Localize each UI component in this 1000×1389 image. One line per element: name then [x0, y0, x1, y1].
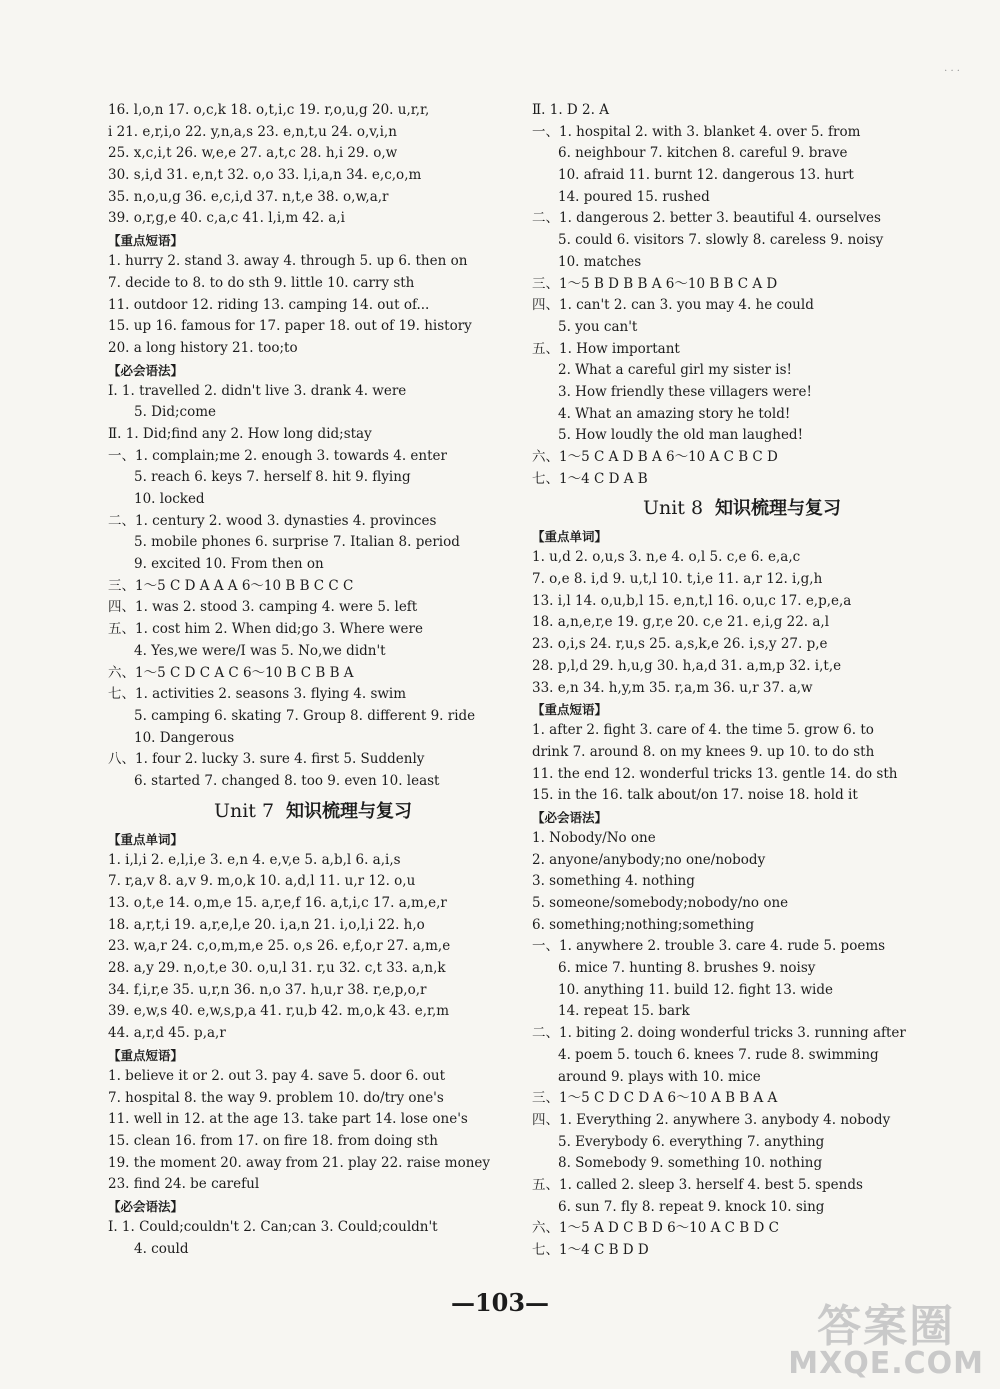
answer-line: 五、1. How important — [532, 340, 680, 357]
watermark-en: MXQE.COM — [788, 1346, 984, 1381]
section-heading: 【必会语法】 — [108, 1198, 184, 1214]
answer-line: 15. clean 16. from 17. on fire 18. from doing sth — [108, 1132, 438, 1149]
answer-line: Ⅰ. 1. Could;couldn't 2. Can;can 3. Could;couldn't — [108, 1218, 438, 1235]
answer-line: Ⅱ. 1. Did;find any 2. How long did;stay — [108, 425, 372, 442]
section-heading: 【必会语法】 — [108, 362, 184, 378]
answer-line: 5. reach 6. keys 7. herself 8. hit 9. flying — [134, 469, 411, 486]
answer-line: 6. started 7. changed 8. too 9. even 10. least — [134, 772, 440, 789]
answer-line: 5. Everybody 6. everything 7. anything — [558, 1133, 825, 1150]
left-unit-title — [108, 793, 518, 829]
answer-line: 三、1～5 C D C D A 6～10 A B B A A — [532, 1090, 778, 1107]
answer-line: around 9. plays with 10. mice — [558, 1068, 761, 1085]
answer-line: 10. matches — [558, 253, 642, 270]
answer-line: 五、1. cost him 2. When did;go 3. Where were — [108, 621, 423, 638]
answer-line: 23. o,i,s 24. r,u,s 25. a,s,k,e 26. i,s,y 27. p,e — [532, 636, 828, 653]
corner-dots: · · · — [944, 66, 960, 77]
unit-label: Unit 8 — [642, 497, 704, 520]
answer-line: 一、1. hospital 2. with 3. blanket 4. over 5. from — [532, 123, 861, 140]
answer-line: 五、1. called 2. sleep 3. herself 4. best 5. spends — [532, 1176, 863, 1193]
answer-line: 25. x,c,i,t 26. w,e,e 27. a,t,c 28. h,i 29. o,w — [108, 145, 398, 162]
answer-line: 1. hurry 2. stand 3. away 4. through 5. up 6. then on — [108, 253, 468, 270]
answer-line: 28. a,y 29. n,o,t,e 30. o,u,l 31. r,u 32. c,t 33. a,n,k — [108, 960, 446, 977]
answer-line: 23. find 24. be careful — [108, 1176, 260, 1193]
answer-line: 35. n,o,u,g 36. e,c,i,d 37. n,t,e 38. o,w,a,r — [108, 188, 389, 205]
answer-line: 39. e,w,s 40. e,w,s,p,a 41. r,u,b 42. m,o,k 43. e,r,m — [108, 1003, 450, 1020]
answer-line: 18. a,r,t,i 19. a,r,e,l,e 20. i,a,n 21. i,o,l,i 22. h,o — [108, 916, 425, 933]
answer-line: 三、1～5 B D B B A 6～10 B B C A D — [532, 275, 778, 292]
answer-line: 一、1. anywhere 2. trouble 3. care 4. rude 5. poems — [532, 938, 886, 955]
answer-line: 7. decide to 8. to do sth 9. little 10. carry sth — [108, 274, 415, 291]
answer-line: 6. mice 7. hunting 8. brushes 9. noisy — [558, 960, 816, 977]
answer-line: 四、1. was 2. stood 3. camping 4. were 5. left — [108, 599, 418, 616]
answer-line: 19. the moment 20. away from 21. play 22. raise money — [108, 1154, 491, 1171]
answer-line: 1. after 2. fight 3. care of 4. the time 5. grow 6. to — [532, 722, 874, 739]
right-column — [532, 100, 952, 1262]
answer-line: 4. What an amazing story he told! — [558, 405, 791, 422]
answer-line: 15. up 16. famous for 17. paper 18. out of 19. history — [108, 318, 472, 335]
answer-line: 6. neighbour 7. kitchen 8. careful 9. brave — [558, 145, 848, 162]
answer-line: 5. mobile phones 6. surprise 7. Italian 8. period — [134, 534, 460, 551]
answer-line: 34. f,i,r,e 35. u,r,n 36. n,o 37. h,u,r 38. r,e,p,o,r — [108, 981, 427, 998]
answer-line: 六、1～5 A D C B D 6～10 A C B D C — [532, 1220, 779, 1237]
answer-line: Ⅰ. 1. travelled 2. didn't live 3. drank 4. were — [108, 382, 407, 399]
answer-line: 6. something;nothing;something — [532, 916, 755, 933]
answer-line: 四、1. Everything 2. anywhere 3. anybody 4. nobody — [532, 1111, 891, 1128]
answer-line: 4. poem 5. touch 6. knees 7. rude 8. swimming — [558, 1046, 879, 1063]
watermark-cn: 答案圈 — [817, 1301, 956, 1352]
answer-line: 5. camping 6. skating 7. Group 8. different 9. ride — [134, 707, 476, 724]
answer-line: 20. a long history 21. too;to — [108, 339, 298, 356]
section-heading: 【重点短语】 — [108, 233, 184, 249]
answer-line: 5. you can't — [558, 318, 638, 335]
answer-line: 3. How friendly these villagers were! — [558, 383, 812, 400]
answer-line: 44. a,r,d 45. p,a,r — [108, 1025, 226, 1042]
answer-line: 1. Nobody/No one — [532, 829, 656, 846]
answer-line: 六、1～5 C D C A C 6～10 B C B B A — [108, 664, 354, 681]
answer-line: 11. outdoor 12. riding 13. camping 14. out of... — [108, 296, 430, 313]
answer-line: 5. someone/somebody;nobody/no one — [532, 895, 789, 911]
page-number: —103— — [450, 1288, 550, 1317]
answer-line: 3. something 4. nothing — [532, 873, 695, 890]
answer-line: 6. sun 7. fly 8. repeat 9. knock 10. sing — [558, 1198, 825, 1215]
answer-line: 16. l,o,n 17. o,c,k 18. o,t,i,c 19. r,o,u,g 20. u,r,r, — [108, 102, 430, 118]
answer-line: 33. e,n 34. h,y,m 35. r,a,m 36. u,r 37. a,w — [532, 679, 813, 696]
answer-line: i 21. e,r,i,o 22. y,n,a,s 23. e,n,t,u 24. o,v,i,n — [108, 123, 397, 140]
unit-heading: 知识梳理与复习 — [286, 800, 413, 822]
answer-line: 13. o,t,e 14. o,m,e 15. a,r,e,f 16. a,t,i,c 17. a,m,e,r — [108, 895, 447, 911]
answer-line: 14. poured 15. rushed — [558, 188, 710, 205]
answer-line: 七、1～4 C B D D — [532, 1242, 649, 1258]
right-unit-title — [532, 490, 952, 526]
answer-line: 七、1～4 C D A B — [532, 470, 648, 487]
answer-line: 28. p,l,d 29. h,u,g 30. h,a,d 31. a,m,p 32. i,t,e — [532, 657, 842, 674]
answer-line: 二、1. biting 2. doing wonderful tricks 3. running after — [532, 1025, 906, 1042]
answer-line: 2. anyone/anybody;no one/nobody — [532, 851, 766, 868]
answer-line: 5. Did;come — [134, 404, 216, 421]
answer-line: 39. o,r,g,e 40. c,a,c 41. l,i,m 42. a,i — [108, 210, 345, 227]
unit-heading: 知识梳理与复习 — [715, 498, 842, 520]
answer-line: 10. afraid 11. burnt 12. dangerous 13. hurt — [558, 167, 854, 184]
answer-line: 13. i,l 14. o,u,b,l 15. e,n,t,l 16. o,u,c 17. e,p,e,a — [532, 592, 852, 609]
answer-line: 四、1. can't 2. can 3. you may 4. he could — [532, 297, 814, 314]
answer-line: 一、1. complain;me 2. enough 3. towards 4. enter — [108, 447, 447, 464]
answer-line: 7. o,e 8. i,d 9. u,t,l 10. t,i,e 11. a,r 12. i,g,h — [532, 571, 823, 588]
answer-line: 11. the end 12. wonderful tricks 13. gentle 14. do sth — [532, 765, 898, 782]
answer-line: 4. could — [134, 1240, 189, 1257]
answer-line: 8. Somebody 9. something 10. nothing — [558, 1155, 823, 1172]
answer-line: 1. u,d 2. o,u,s 3. n,e 4. o,l 5. c,e 6. e,a,c — [532, 549, 801, 566]
section-heading: 【重点短语】 — [108, 1047, 184, 1063]
answer-line: 11. well in 12. at the age 13. take part 14. lose one's — [108, 1111, 468, 1128]
answer-line: Ⅱ. 1. D 2. A — [532, 102, 609, 118]
watermark-logo — [788, 1301, 984, 1381]
answer-line: 14. repeat 15. bark — [558, 1003, 690, 1020]
answer-line: 1. i,l,i 2. e,l,i,e 3. e,n 4. e,v,e 5. a,b,l 6. a,i,s — [108, 851, 401, 868]
answer-line: 10. Dangerous — [134, 729, 235, 746]
answer-line: 4. Yes,we were/I was 5. No,we didn't — [134, 642, 386, 659]
section-heading: 【重点单词】 — [532, 529, 608, 545]
answer-line: 15. in the 16. talk about/on 17. noise 18. hold it — [532, 787, 858, 804]
unit-label: Unit 7 — [213, 799, 275, 822]
answer-line: 9. excited 10. From then on — [134, 556, 324, 573]
answer-line: drink 7. around 8. on my knees 9. up 10. to do sth — [532, 743, 875, 760]
answer-line: 18. a,n,e,r,e 19. g,r,e 20. c,e 21. e,i,g 22. a,l — [532, 614, 830, 631]
section-heading: 【重点短语】 — [532, 702, 608, 718]
answer-line: 二、1. dangerous 2. better 3. beautiful 4. ourselves — [532, 210, 881, 227]
answer-line: 30. s,i,d 31. e,n,t 32. o,o 33. l,i,a,n 34. e,c,o,m — [108, 167, 422, 184]
answer-line: 二、1. century 2. wood 3. dynasties 4. provinces — [108, 512, 437, 529]
answer-line: 5. How loudly the old man laughed! — [558, 427, 804, 444]
answer-line: 六、1～5 C A D B A 6～10 A C B C D — [532, 449, 778, 465]
answer-line: 7. hospital 8. the way 9. problem 10. do/try one's — [108, 1089, 444, 1106]
answer-line: 5. could 6. visitors 7. slowly 8. careless 9. noisy — [558, 232, 884, 249]
answer-line: 七、1. activities 2. seasons 3. flying 4. swim — [108, 686, 407, 703]
answer-line: 2. What a careful girl my sister is! — [558, 362, 792, 379]
answer-line: 三、1～5 C D A A A 6～10 B B C C C — [108, 577, 354, 594]
answer-line: 7. r,a,v 8. a,v 9. m,o,k 10. a,d,l 11. u,r 12. o,u — [108, 873, 416, 890]
left-column — [108, 100, 518, 1260]
section-heading: 【重点单词】 — [108, 831, 184, 847]
answer-line: 10. locked — [134, 491, 205, 507]
answer-line: 1. believe it or 2. out 3. pay 4. save 5. door 6. out — [108, 1067, 446, 1084]
answer-line: 八、1. four 2. lucky 3. sure 4. first 5. Suddenly — [108, 751, 425, 768]
section-heading: 【必会语法】 — [532, 809, 608, 825]
answer-line: 23. w,a,r 24. c,o,m,m,e 25. o,s 26. e,f,o,r 27. a,m,e — [108, 938, 451, 955]
answer-line: 10. anything 11. build 12. fight 13. wide — [558, 981, 833, 998]
